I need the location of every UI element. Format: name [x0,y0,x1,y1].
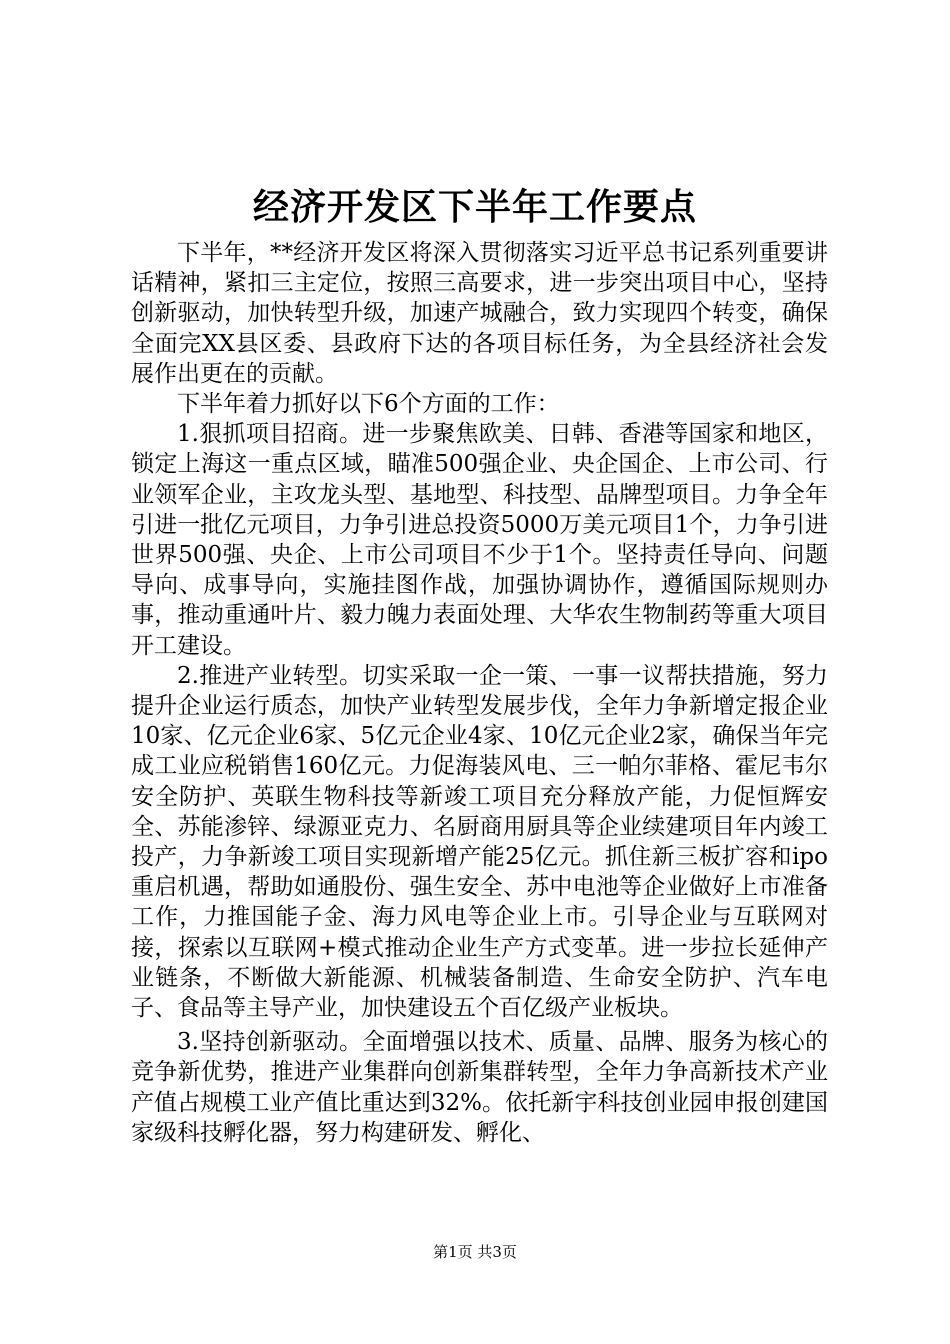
document-title: 经济开发区下半年工作要点 [252,186,697,228]
document-body [131,238,828,1148]
paragraph-item-3: 3.坚持创新驱动。全面增强以技术、质量、品牌、服务为核心的竞争新优势，推进产业集群向创新集群转型，全年力争高新技术产业产值占规模工业产值比重达到32%。依托新宇科技创业园申报创建国家级科技孵化器，努力构建研发、孵化、 [131,1029,828,1146]
page-footer: 第1页 共3页 [433,1243,517,1261]
paragraph-intro: 下半年，**经济开发区将深入贯彻落实习近平总书记系列重要讲话精神，紧扣三主定位，按照三高要求，进一步突出项目中心，坚持创新驱动，加快转型升级，加速产城融合，致力实现四个转变，确保全面完XX县区委、县政府下达的各项目标任务，为全县经济社会发展作出更在的贡献。 [131,240,828,387]
paragraph-item-2: 2.推进产业转型。切实采取一企一策、一事一议帮扶措施，努力提升企业运行质态，加快产业转型发展步伐，全年力争新增定报企业10家、亿元企业6家、5亿元企业4家、10亿元企业2家，确保当年完成工业应税销售160亿元。力促海装风电、三一帕尔菲格、霍尼韦尔安全防护、英联生物科技等新竣工项目充分释放产能，力促恒辉安全、苏能渗锌、绿源亚克力、名厨商用厨具等企业续建项目年内竣工投产，力争新竣工项目实现新增产能25亿元。抓住新三板扩容和ipo重启机遇，帮助如通股份、强生安全、苏中电池等企业做好上市准备工作，力推国能子金、海力风电等企业上市。引导企业与互联网对接，探索以互联网+模式推动企业生产方式变革。进一步拉长延伸产业链条，不断做大新能源、机械装备制造、生命安全防护、汽车电子、食品等主导产业，加快建设五个百亿级产业板块。 [131,662,828,1022]
paragraph-item-1: 1.狠抓项目招商。进一步聚焦欧美、日韩、香港等国家和地区，锁定上海这一重点区域，瞄准500强企业、央企国企、上市公司、行业领军企业，主攻龙头型、基地型、科技型、品牌型项目。力争全年引进一批亿元项目，力争引进总投资5000万美元项目1个，力争引进世界500强、央企、上市公司项目不少于1个。坚持责任导向、问题导向、成事导向，实施挂图作战，加强协调协作，遵循国际规则办事，推动重通叶片、毅力魄力表面处理、大华农生物制药等重大项目开工建设。 [131,421,828,659]
paragraph-overview: 下半年着力抓好以下6个方面的工作： [177,391,560,418]
